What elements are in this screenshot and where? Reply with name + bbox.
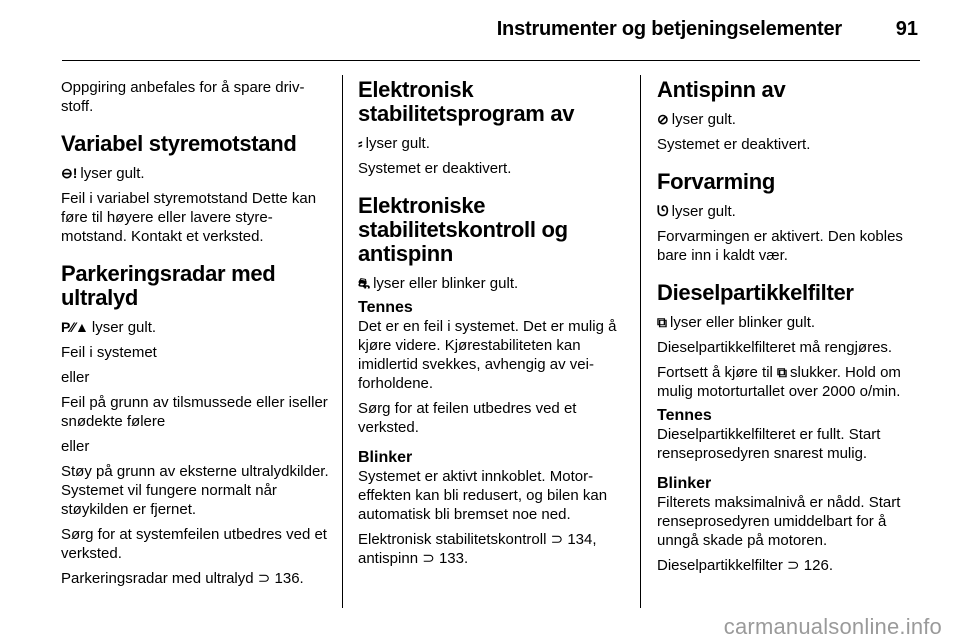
body-text: Forvarmingen er aktivert. Den kobles bare inn i kaldt vær. (657, 228, 903, 264)
watermark-text: carmanualsonline.info (723, 614, 942, 639)
page-number: 91 (895, 18, 918, 40)
status-line: ᘎ lyser gult. (657, 203, 736, 220)
cross-reference: Parkeringsradar med ultralyd ⊃ 136. (61, 570, 304, 587)
body-text: Systemet er aktivt innkoblet. Motoreffekten kan bli redusert, og bilen kan automatisk bli bremset noe ned. (358, 468, 608, 523)
cross-reference: Elektronisk stabilitetskontroll ⊃ 134, antispinn ⊃ 133. (358, 531, 597, 567)
subheading-blinker: Blinker (657, 475, 712, 492)
body-text: Dieselpartikkelfilteret er fullt. Start renseprosedyren snarest mulig. (657, 426, 881, 462)
intro-text: Oppgiring anbefales for å spare drivstoff. (61, 79, 305, 115)
parking-radar-icon: P⁄⁄▲ (61, 319, 89, 335)
body-text: eller (61, 438, 90, 455)
status-line: ⛐ lyser eller blinker gult. (358, 275, 519, 292)
heading-antispinn-av: Antispinn av (657, 77, 786, 102)
heading-variabel-styremotstand: Variabel styremotstand (61, 131, 297, 156)
body-text: Systemet er deaktivert. (657, 136, 811, 153)
body-text: Systemet er deaktivert. (358, 160, 512, 177)
subheading-tennes: Tennes (657, 407, 712, 424)
reference-arrow-icon: ⊃ (257, 570, 271, 587)
reference-arrow-icon: ⊃ (422, 550, 435, 567)
cross-reference: Dieselpartikkelfilter ⊃ 126. (657, 557, 833, 574)
subheading-tennes: Tennes (358, 299, 413, 316)
steering-warning-icon: ⊖! (61, 165, 78, 181)
status-line: P⁄⁄▲ lyser gult. (61, 319, 157, 336)
esc-icon: ⛐ (358, 275, 371, 291)
body-text: Støy på grunn av eksterne ultralydkilder. Systemet vil fungere normalt når støykilden er fjernet. (61, 463, 329, 518)
body-text: Feil på grunn av tilsmussede eller iseller snødekte følere (61, 394, 328, 430)
status-line: ⊘ lyser gult. (657, 111, 736, 128)
heading-parkeringsradar: Parkeringsradar med ultralyd (61, 261, 276, 310)
body-text: Dieselpartikkelfilteret må rengjøres. (657, 339, 893, 356)
body-text: Sørg for at systemfeilen utbedres ved et verksted. (61, 526, 327, 562)
reference-arrow-icon: ⊃ (550, 531, 564, 548)
body-text: eller (61, 369, 90, 386)
subheading-blinker: Blinker (358, 449, 413, 466)
esp-off-icon: ⸗ (358, 135, 363, 151)
page-header (0, 0, 960, 60)
column-divider-2 (640, 75, 641, 608)
dpf-icon: ⧉ (657, 314, 667, 330)
column-3 (657, 78, 925, 581)
header-divider (62, 60, 920, 61)
traction-control-off-icon: ⊘ (657, 111, 669, 127)
status-line: ⊖! lyser gult. (61, 165, 145, 182)
heading-dieselpartikkelfilter: Dieselpartikkelfilter (657, 280, 854, 305)
dpf-icon: ⧉ (777, 364, 788, 380)
body-text: Feil i variabel styremotstand Dette kan føre til høyere eller lavere styremotstand. Kontakt et verksted. (61, 190, 317, 245)
column-2 (358, 78, 626, 574)
body-text: Det er en feil i systemet. Det er mulig å kjøre videre. Kjørestabiliteten kan imidlertid svekkes, avhengig av veiforholdene. (358, 318, 617, 392)
glow-plug-icon: ᘎ (657, 203, 669, 219)
column-1 (61, 78, 331, 594)
body-text: Sørg for at feilen utbedres ved et verksted. (358, 400, 577, 436)
column-divider-1 (342, 75, 343, 608)
heading-forvarming: Forvarming (657, 169, 776, 194)
status-line: ⸗ lyser gult. (358, 135, 430, 152)
body-text: Feil i systemet (61, 344, 157, 361)
heading-esp-off: Elektronisk stabilitetsprogram av (358, 77, 575, 126)
reference-arrow-icon: ⊃ (787, 557, 800, 574)
status-line: ⧉ lyser eller blinker gult. (657, 314, 816, 331)
body-text: Fortsett å kjøre til ⧉ slukker. Hold om mulig motorturtallet over 2000 o/min. (657, 364, 901, 400)
body-text: Filterets maksimalnivå er nådd. Start renseprosedyren umiddelbart for å unngå skade på motoren. (657, 494, 901, 549)
heading-esc: Elektroniske stabilitetskontroll og antispinn (358, 193, 568, 266)
page-title: Instrumenter og betjeningselementer (496, 18, 842, 40)
